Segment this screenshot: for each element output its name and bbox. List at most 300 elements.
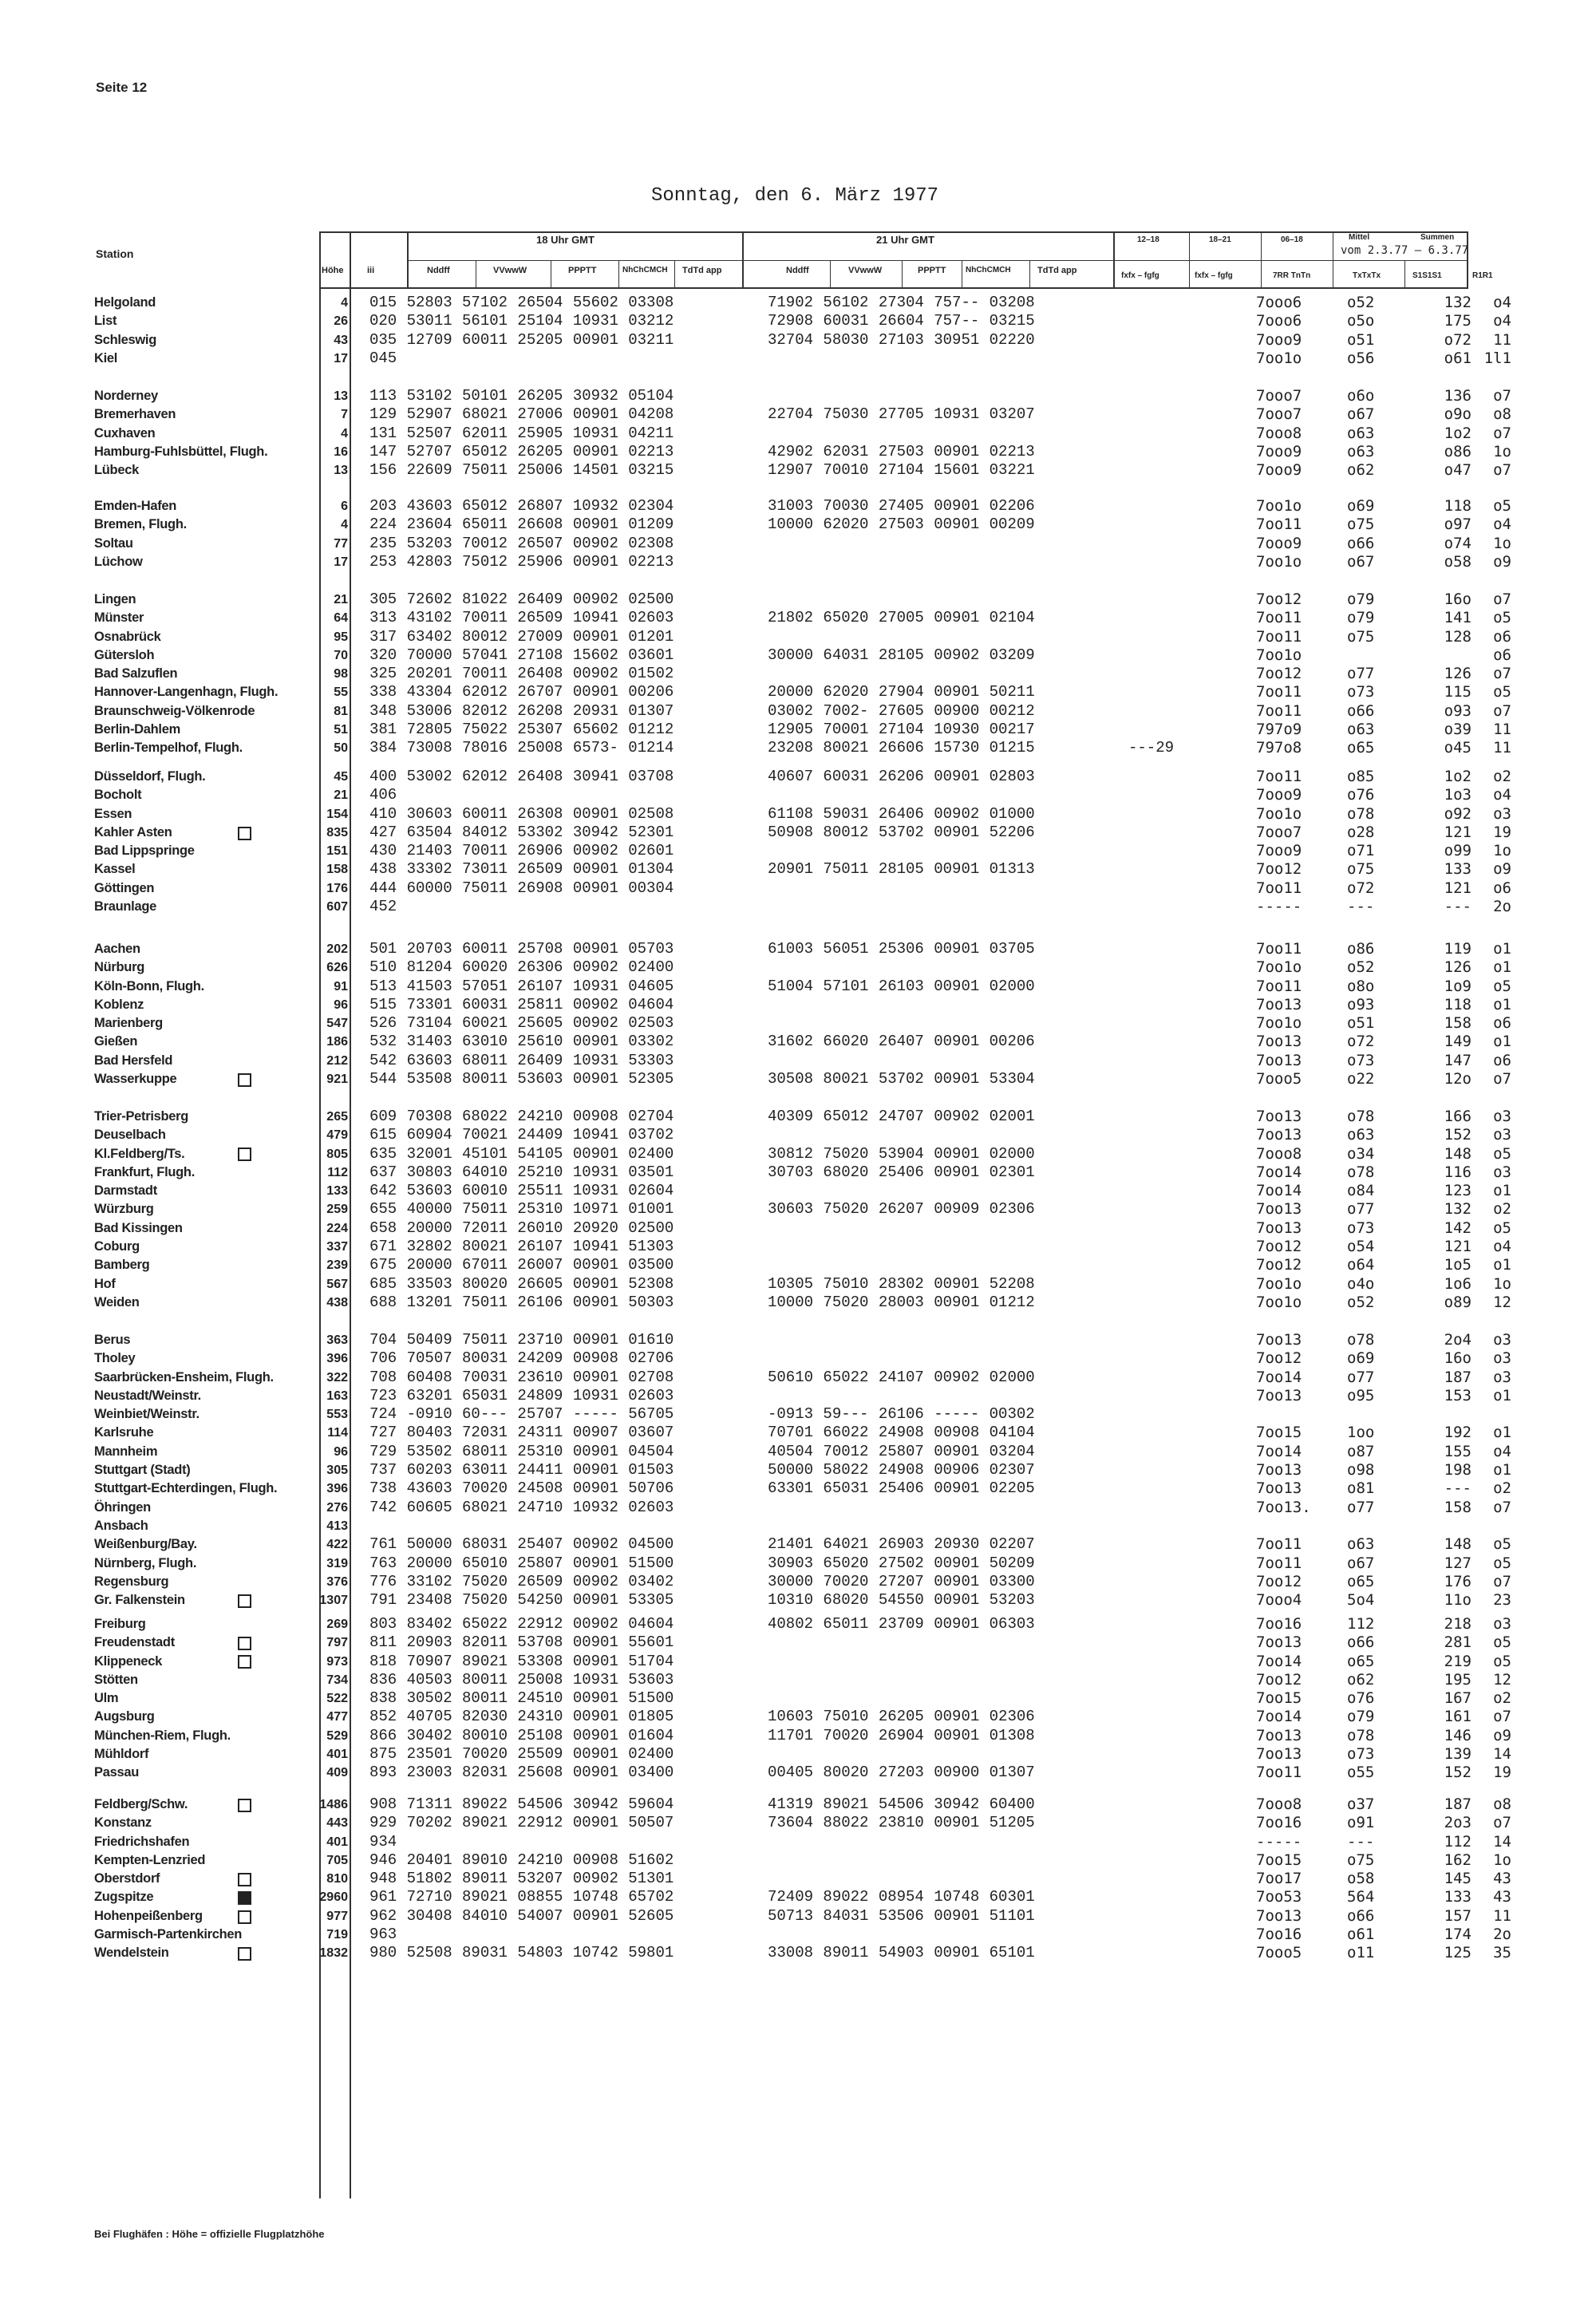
obs-18-gmt: 235 53203 70012 26507 00902 02308 bbox=[369, 534, 674, 552]
summen-r-value: o2 bbox=[1493, 1200, 1511, 1219]
station-elevation: 319 bbox=[326, 1556, 348, 1570]
mittel-code: 7ooo9 bbox=[1256, 786, 1302, 804]
obs-18-gmt: 658 20000 72011 26010 20920 02500 bbox=[369, 1219, 674, 1237]
mittel-value: o77 bbox=[1347, 1368, 1375, 1386]
station-name: List bbox=[94, 314, 117, 329]
square-icon bbox=[238, 1073, 251, 1087]
station-name: Feldberg/Schw. bbox=[94, 1797, 188, 1811]
obs-21-gmt: 40504 70012 25807 00901 03204 bbox=[768, 1442, 1035, 1460]
obs-18-gmt: 811 20903 82011 53708 00901 55601 bbox=[369, 1633, 674, 1652]
table-row bbox=[0, 1708, 1596, 1726]
header-hoehe: Höhe bbox=[322, 266, 344, 275]
table-row bbox=[0, 1256, 1596, 1274]
obs-18-gmt: 253 42803 75012 25906 00901 02213 bbox=[369, 552, 674, 571]
mittel-value: o72 bbox=[1347, 1033, 1375, 1051]
obs-18-gmt: 513 41503 57051 26107 10931 04605 bbox=[369, 977, 674, 995]
station-elevation: 45 bbox=[334, 770, 348, 784]
station-group bbox=[0, 1615, 1596, 1783]
obs-18-gmt: 761 50000 68031 25407 00902 04500 bbox=[369, 1535, 674, 1554]
summen-value: 1o2 bbox=[1444, 768, 1472, 785]
mittel-value: o78 bbox=[1347, 1331, 1375, 1349]
obs-18-gmt: 706 70507 80031 24209 00908 02706 bbox=[369, 1349, 674, 1368]
mittel-code: 7oo12 bbox=[1256, 591, 1302, 608]
summen-r-value: 43 bbox=[1493, 1870, 1511, 1888]
summen-value: o74 bbox=[1444, 534, 1472, 552]
mittel-code: ----- bbox=[1256, 1832, 1302, 1851]
summen-r-value: o6 bbox=[1493, 1014, 1511, 1033]
summen-value: 187 bbox=[1444, 1795, 1472, 1813]
obs-18-gmt: 946 20401 89010 24210 00908 51602 bbox=[369, 1851, 674, 1869]
obs-18-gmt: 655 40000 75011 25310 10971 01001 bbox=[369, 1200, 674, 1219]
header-sub-12-18: fxfx – fgfg bbox=[1121, 271, 1159, 280]
table-row bbox=[0, 628, 1596, 646]
obs-21-gmt: 23208 80021 26606 15730 01215 bbox=[768, 739, 1035, 757]
table-row bbox=[0, 425, 1596, 443]
station-elevation: 479 bbox=[326, 1128, 348, 1143]
summen-value: 145 bbox=[1444, 1870, 1472, 1888]
station-elevation: 1307 bbox=[319, 1594, 348, 1608]
obs-18-gmt: 381 72805 75022 25307 65602 01212 bbox=[369, 721, 674, 739]
mittel-code: 7oo13 bbox=[1256, 1479, 1302, 1498]
summen-value: 153 bbox=[1444, 1386, 1472, 1404]
station-elevation: 401 bbox=[326, 1835, 348, 1849]
obs-18-gmt: 129 52907 68021 27006 00901 04208 bbox=[369, 405, 674, 424]
station-elevation: 797 bbox=[326, 1636, 348, 1650]
summen-value: o93 bbox=[1444, 701, 1472, 720]
summen-value: 11o bbox=[1444, 1591, 1472, 1610]
mountain-station-marker-icon bbox=[233, 1795, 251, 1814]
obs-18-gmt: 224 23604 65011 26608 00901 01209 bbox=[369, 515, 674, 534]
extra-value: ---29 bbox=[1128, 739, 1175, 757]
obs-21-gmt: 72908 60031 26604 757-- 03215 bbox=[768, 312, 1035, 330]
station-name: Bremen, Flugh. bbox=[94, 517, 187, 532]
station-elevation: 1486 bbox=[319, 1798, 348, 1811]
col-rule bbox=[1467, 231, 1468, 289]
obs-18-gmt: 635 32001 45101 54105 00901 02400 bbox=[369, 1144, 674, 1163]
mittel-code: 7oo11 bbox=[1256, 1535, 1302, 1554]
summen-r-value: o7 bbox=[1493, 665, 1511, 683]
summen-value: o61 bbox=[1444, 349, 1472, 367]
mittel-code: 7oo12 bbox=[1256, 665, 1302, 683]
obs-18-gmt: 305 72602 81022 26409 00902 02500 bbox=[369, 591, 674, 608]
mittel-value: o34 bbox=[1347, 1144, 1375, 1163]
mittel-value: o76 bbox=[1347, 1689, 1375, 1708]
obs-18-gmt: 020 53011 56101 25104 10931 03212 bbox=[369, 312, 674, 330]
station-elevation: 547 bbox=[326, 1017, 348, 1031]
obs-21-gmt: 11701 70020 26904 00901 01308 bbox=[768, 1726, 1035, 1744]
table-row bbox=[0, 1424, 1596, 1442]
summen-r-value: o5 bbox=[1493, 1535, 1511, 1554]
summen-value: o72 bbox=[1444, 330, 1472, 349]
table-row bbox=[0, 1443, 1596, 1461]
station-elevation: 17 bbox=[334, 351, 348, 365]
station-name: Stötten bbox=[94, 1672, 138, 1687]
obs-21-gmt: 30703 68020 25406 00901 02301 bbox=[768, 1163, 1035, 1181]
summen-r-value: 14 bbox=[1493, 1832, 1511, 1851]
mittel-code: 7oo14 bbox=[1256, 1182, 1302, 1200]
mittel-value: o73 bbox=[1347, 1745, 1375, 1764]
station-elevation: 522 bbox=[326, 1692, 348, 1706]
mittel-code: 7oo1o bbox=[1256, 497, 1302, 515]
mittel-value: o63 bbox=[1347, 442, 1375, 460]
mittel-value: o75 bbox=[1347, 515, 1375, 534]
summen-r-value: o7 bbox=[1493, 701, 1511, 720]
mittel-value: o67 bbox=[1347, 1554, 1375, 1572]
station-name: Düsseldorf, Flugh. bbox=[94, 769, 206, 784]
table-row bbox=[0, 1926, 1596, 1944]
summen-value: 123 bbox=[1444, 1182, 1472, 1200]
station-name: Hof bbox=[94, 1276, 116, 1291]
summen-r-value: o1 bbox=[1493, 1424, 1511, 1442]
summen-value: 166 bbox=[1444, 1108, 1472, 1125]
col-rule bbox=[407, 231, 409, 289]
mittel-code: 7oo11 bbox=[1256, 879, 1302, 897]
mountain-station-marker-icon bbox=[233, 824, 251, 842]
mittel-value: o37 bbox=[1347, 1795, 1375, 1813]
station-name: Garmisch-Partenkirchen bbox=[94, 1927, 243, 1942]
mittel-value: o75 bbox=[1347, 1851, 1375, 1869]
mittel-value: o69 bbox=[1347, 497, 1375, 515]
summen-r-value: o5 bbox=[1493, 683, 1511, 701]
obs-21-gmt: 33008 89011 54903 00901 65101 bbox=[768, 1944, 1035, 1962]
mittel-code: ----- bbox=[1256, 898, 1302, 916]
mittel-value: o75 bbox=[1347, 627, 1375, 646]
mittel-value: o62 bbox=[1347, 1670, 1375, 1689]
obs-18-gmt: 325 20201 70011 26408 00902 01502 bbox=[369, 665, 674, 683]
station-elevation: 4 bbox=[341, 296, 348, 310]
summen-value: 192 bbox=[1444, 1424, 1472, 1442]
summen-value: 16o bbox=[1444, 1349, 1472, 1368]
summen-value: 127 bbox=[1444, 1554, 1472, 1572]
mittel-code: 7ooo8 bbox=[1256, 424, 1302, 442]
summen-r-value: o8 bbox=[1493, 405, 1511, 424]
summen-value: 141 bbox=[1444, 609, 1472, 627]
obs-21-gmt: 31602 66020 26407 00901 00206 bbox=[768, 1033, 1035, 1051]
mittel-code: 7oo11 bbox=[1256, 1764, 1302, 1782]
col-rule bbox=[1261, 231, 1262, 289]
summen-r-value: o6 bbox=[1493, 646, 1511, 664]
station-name: Weißenburg/Bay. bbox=[94, 1537, 197, 1552]
obs-18-gmt: 544 53508 80011 53603 00901 52305 bbox=[369, 1070, 674, 1088]
station-name: München-Riem, Flugh. bbox=[94, 1728, 231, 1743]
station-name: Augsburg bbox=[94, 1709, 155, 1724]
header-18-col-4: NhChCMCH bbox=[622, 266, 668, 275]
col-rule bbox=[1404, 260, 1405, 289]
station-elevation: 158 bbox=[326, 863, 348, 877]
summen-r-value: 19 bbox=[1493, 823, 1511, 841]
table-row bbox=[0, 1479, 1596, 1498]
obs-18-gmt: 526 73104 60021 25605 00902 02503 bbox=[369, 1014, 674, 1033]
table-row bbox=[0, 860, 1596, 879]
mittel-value: o67 bbox=[1347, 405, 1375, 424]
mittel-value: o54 bbox=[1347, 1238, 1375, 1256]
obs-18-gmt: 866 30402 80010 25108 00901 01604 bbox=[369, 1726, 674, 1744]
summen-value: 281 bbox=[1444, 1633, 1472, 1652]
mittel-code: 7ooo6 bbox=[1256, 294, 1302, 311]
mittel-value: o65 bbox=[1347, 739, 1375, 757]
mittel-value: o58 bbox=[1347, 1870, 1375, 1888]
station-elevation: 477 bbox=[326, 1710, 348, 1724]
table-row bbox=[0, 1331, 1596, 1349]
obs-18-gmt: 320 70000 57041 27108 15602 03601 bbox=[369, 646, 674, 664]
header-21-col-3: PPPTT bbox=[918, 266, 946, 275]
header-range-12-18: 12–18 bbox=[1137, 235, 1159, 244]
header-21-col-1: Nddff bbox=[786, 266, 809, 275]
summen-r-value: 11 bbox=[1493, 330, 1511, 349]
table-row bbox=[0, 1200, 1596, 1219]
station-elevation: 16 bbox=[334, 444, 348, 459]
table-row bbox=[0, 1499, 1596, 1517]
station-name: Friedrichshafen bbox=[94, 1834, 190, 1849]
obs-21-gmt: 51004 57101 26103 00901 02000 bbox=[768, 977, 1035, 995]
obs-18-gmt: 637 30803 64010 25210 10931 03501 bbox=[369, 1163, 674, 1181]
station-name: Göttingen bbox=[94, 880, 155, 895]
summen-value: o86 bbox=[1444, 442, 1472, 460]
station-name: Karlsruhe bbox=[94, 1425, 154, 1440]
obs-18-gmt: 729 53502 68011 25310 00901 04504 bbox=[369, 1442, 674, 1460]
header-mid-rule bbox=[407, 260, 1467, 261]
summen-value: 121 bbox=[1444, 879, 1472, 897]
summen-r-value: o3 bbox=[1493, 1163, 1511, 1181]
station-elevation: 98 bbox=[334, 667, 348, 681]
mittel-code: 7oo13 bbox=[1256, 1200, 1302, 1219]
station-name: Klippeneck bbox=[94, 1653, 163, 1669]
summen-value: 149 bbox=[1444, 1033, 1472, 1051]
station-name: Berus bbox=[94, 1333, 131, 1347]
station-elevation: 269 bbox=[326, 1618, 348, 1631]
summen-r-value: o1 bbox=[1493, 1256, 1511, 1274]
summen-value: 115 bbox=[1444, 683, 1472, 701]
obs-21-gmt: 03002 7002- 27605 00900 00212 bbox=[768, 701, 1035, 720]
summen-r-value: o1 bbox=[1493, 958, 1511, 977]
mittel-value: o84 bbox=[1347, 1182, 1375, 1200]
station-name: Koblenz bbox=[94, 997, 144, 1012]
summen-r-value: 19 bbox=[1493, 1764, 1511, 1782]
table-row bbox=[0, 443, 1596, 461]
table-row bbox=[0, 1052, 1596, 1070]
obs-21-gmt: 40309 65012 24707 00902 02001 bbox=[768, 1108, 1035, 1125]
station-name: Bad Salzuflen bbox=[94, 666, 178, 681]
table-row bbox=[0, 591, 1596, 609]
mittel-code: 7oo1o bbox=[1256, 349, 1302, 367]
station-elevation: 7 bbox=[341, 408, 348, 422]
summen-r-value: 1o bbox=[1493, 842, 1511, 860]
summen-r-value: o7 bbox=[1493, 1814, 1511, 1832]
summen-r-value: o5 bbox=[1493, 1144, 1511, 1163]
mittel-code: 7oo11 bbox=[1256, 701, 1302, 720]
mittel-value: o73 bbox=[1347, 1219, 1375, 1237]
mittel-value: o6o bbox=[1347, 387, 1375, 405]
summen-value: 126 bbox=[1444, 665, 1472, 683]
station-name: Berlin-Tempelhof, Flugh. bbox=[94, 741, 243, 756]
station-elevation: 70 bbox=[334, 648, 348, 662]
summen-r-value: o1 bbox=[1493, 1033, 1511, 1051]
obs-21-gmt: 30000 70020 27207 00901 03300 bbox=[768, 1572, 1035, 1590]
summen-value: 1o3 bbox=[1444, 786, 1472, 804]
station-name: Lübeck bbox=[94, 463, 139, 478]
table-row bbox=[0, 683, 1596, 701]
station-elevation: 438 bbox=[326, 1295, 348, 1309]
summen-r-value: 35 bbox=[1493, 1944, 1511, 1962]
header-summen-sub-2: R1R1 bbox=[1472, 271, 1493, 280]
obs-18-gmt: 131 52507 62011 25905 10931 04211 bbox=[369, 424, 674, 442]
summen-value: 158 bbox=[1444, 1014, 1472, 1033]
table-row bbox=[0, 553, 1596, 571]
obs-18-gmt: 776 33102 75020 26509 00902 03402 bbox=[369, 1572, 674, 1590]
mittel-value: o51 bbox=[1347, 1014, 1375, 1033]
station-name: Trier-Petrisberg bbox=[94, 1109, 189, 1124]
header-station: Station bbox=[96, 247, 134, 260]
summen-value: 218 bbox=[1444, 1615, 1472, 1633]
station-name: Cuxhaven bbox=[94, 425, 156, 440]
mittel-code: 7oo13 bbox=[1256, 1461, 1302, 1479]
summen-value: o39 bbox=[1444, 721, 1472, 739]
obs-21-gmt: 50713 84031 53506 00901 51101 bbox=[768, 1906, 1035, 1925]
station-name: Weiden bbox=[94, 1294, 140, 1309]
table-row bbox=[0, 739, 1596, 757]
summen-r-value: 1o bbox=[1493, 1851, 1511, 1869]
summen-value: 132 bbox=[1444, 294, 1472, 311]
obs-18-gmt: 400 53002 62012 26408 30941 03708 bbox=[369, 768, 674, 785]
mittel-code: 7oo1o bbox=[1256, 1293, 1302, 1311]
station-name: Gr. Falkenstein bbox=[94, 1593, 185, 1608]
station-elevation: 43 bbox=[334, 333, 348, 347]
obs-18-gmt: 410 30603 60011 26308 00901 02508 bbox=[369, 804, 674, 823]
mittel-code: 7ooo7 bbox=[1256, 823, 1302, 841]
obs-18-gmt: 929 70202 89021 22912 00901 50507 bbox=[369, 1814, 674, 1832]
table-row bbox=[0, 768, 1596, 786]
table-row bbox=[0, 1554, 1596, 1573]
station-name: Frankfurt, Flugh. bbox=[94, 1164, 195, 1179]
col-rule bbox=[1189, 231, 1190, 289]
station-elevation: 276 bbox=[326, 1500, 348, 1515]
mittel-value: o66 bbox=[1347, 534, 1375, 552]
obs-18-gmt: 737 60203 63011 24411 00901 01503 bbox=[369, 1461, 674, 1479]
station-group bbox=[0, 768, 1596, 916]
mittel-value: o72 bbox=[1347, 879, 1375, 897]
summen-r-value: o3 bbox=[1493, 1615, 1511, 1633]
obs-21-gmt: -0913 59--- 26106 ----- 00302 bbox=[768, 1405, 1035, 1424]
obs-21-gmt: 30812 75020 53904 00901 02000 bbox=[768, 1144, 1035, 1163]
summen-value: 128 bbox=[1444, 627, 1472, 646]
summen-value: 2o3 bbox=[1444, 1814, 1472, 1832]
station-elevation: 337 bbox=[326, 1240, 348, 1254]
station-elevation: 705 bbox=[326, 1853, 348, 1867]
obs-18-gmt: 742 60605 68021 24710 10932 02603 bbox=[369, 1498, 674, 1516]
mittel-code: 7oo14 bbox=[1256, 1442, 1302, 1460]
obs-18-gmt: 723 63201 65031 24809 10931 02603 bbox=[369, 1386, 674, 1404]
summen-value: 158 bbox=[1444, 1498, 1472, 1516]
summen-value: 175 bbox=[1444, 312, 1472, 330]
summen-value: --- bbox=[1444, 1479, 1472, 1498]
table-row bbox=[0, 350, 1596, 368]
mittel-code: 7oo13 bbox=[1256, 1633, 1302, 1652]
mittel-code: 7oo13 bbox=[1256, 1108, 1302, 1125]
obs-18-gmt: 035 12709 60011 25205 00901 03211 bbox=[369, 330, 674, 349]
mittel-value: o63 bbox=[1347, 721, 1375, 739]
obs-18-gmt: 438 33302 73011 26509 00901 01304 bbox=[369, 860, 674, 879]
station-elevation: 6 bbox=[341, 500, 348, 513]
obs-18-gmt: 763 20000 65010 25807 00901 51500 bbox=[369, 1554, 674, 1572]
obs-21-gmt: 40607 60031 26206 00901 02803 bbox=[768, 768, 1035, 785]
table-row bbox=[0, 1671, 1596, 1689]
table-row bbox=[0, 1535, 1596, 1554]
summen-r-value: o6 bbox=[1493, 627, 1511, 646]
table-row bbox=[0, 461, 1596, 480]
mittel-code: 7oo16 bbox=[1256, 1615, 1302, 1633]
table-row bbox=[0, 1888, 1596, 1906]
station-name: Köln-Bonn, Flugh. bbox=[94, 978, 204, 993]
station-name: Lüchow bbox=[94, 554, 143, 569]
station-elevation: 55 bbox=[334, 685, 348, 700]
mittel-code: 7oo53 bbox=[1256, 1888, 1302, 1906]
obs-21-gmt: 30903 65020 27502 00901 50209 bbox=[768, 1554, 1035, 1572]
mittel-code: 7oo13 bbox=[1256, 1745, 1302, 1764]
mittel-value: o66 bbox=[1347, 1633, 1375, 1652]
mittel-value: o62 bbox=[1347, 461, 1375, 480]
station-name: Braunschweig-Völkenrode bbox=[94, 703, 255, 718]
station-elevation: 26 bbox=[334, 314, 348, 329]
station-name: Bad Lippspringe bbox=[94, 843, 195, 859]
station-name: Bremerhaven bbox=[94, 407, 176, 422]
mittel-code: 7oo13. bbox=[1256, 1498, 1311, 1516]
mittel-value: o61 bbox=[1347, 1926, 1375, 1944]
station-elevation: 212 bbox=[326, 1053, 348, 1068]
square-icon bbox=[238, 1594, 251, 1608]
summen-r-value: o3 bbox=[1493, 1368, 1511, 1386]
station-group bbox=[0, 1108, 1596, 1312]
header-iii: iii bbox=[367, 266, 375, 275]
mittel-code: 7oo16 bbox=[1256, 1926, 1302, 1944]
summen-value: 148 bbox=[1444, 1535, 1472, 1554]
obs-21-gmt: 50000 58022 24908 00906 02307 bbox=[768, 1461, 1035, 1479]
station-name: Kl.Feldberg/Ts. bbox=[94, 1146, 185, 1161]
station-elevation: 91 bbox=[334, 979, 348, 993]
summen-value: 152 bbox=[1444, 1764, 1472, 1782]
obs-18-gmt: 384 73008 78016 25008 6573- 01214 bbox=[369, 739, 674, 757]
summen-r-value: o7 bbox=[1493, 1572, 1511, 1590]
col-rule bbox=[902, 260, 903, 289]
summen-r-value: o1 bbox=[1493, 940, 1511, 958]
mittel-code: 7ooo6 bbox=[1256, 312, 1302, 330]
summen-r-value: o4 bbox=[1493, 312, 1511, 330]
mittel-value: o81 bbox=[1347, 1479, 1375, 1498]
mittel-value: o67 bbox=[1347, 552, 1375, 571]
station-name: Kahler Asten bbox=[94, 824, 172, 839]
obs-18-gmt: 803 83402 65022 22912 00902 04604 bbox=[369, 1615, 674, 1633]
summen-r-value: o8 bbox=[1493, 1795, 1511, 1813]
station-elevation: 77 bbox=[334, 536, 348, 551]
obs-18-gmt: 427 63504 84012 53302 30942 52301 bbox=[369, 823, 674, 841]
square-icon bbox=[238, 1799, 251, 1812]
summen-r-value: o5 bbox=[1493, 497, 1511, 515]
summen-r-value: o6 bbox=[1493, 1051, 1511, 1069]
station-name: Kempten-Lenzried bbox=[94, 1852, 206, 1867]
summen-value: --- bbox=[1444, 898, 1472, 916]
station-name: Osnabrück bbox=[94, 629, 161, 644]
summen-value: 121 bbox=[1444, 1238, 1472, 1256]
obs-18-gmt: 147 52707 65012 26205 00901 02213 bbox=[369, 442, 674, 460]
summen-value: 174 bbox=[1444, 1926, 1472, 1944]
square-icon bbox=[238, 1637, 251, 1650]
mittel-code: 7oo14 bbox=[1256, 1163, 1302, 1181]
mittel-code: 7oo11 bbox=[1256, 977, 1302, 995]
obs-18-gmt: 724 -0910 60--- 25707 ----- 56705 bbox=[369, 1405, 674, 1424]
mittel-code: 7ooo9 bbox=[1256, 442, 1302, 460]
header-18-col-2: VVwwW bbox=[493, 266, 527, 275]
obs-21-gmt: 21401 64021 26903 20930 02207 bbox=[768, 1535, 1035, 1554]
obs-18-gmt: 688 13201 75011 26106 00901 50303 bbox=[369, 1293, 674, 1311]
